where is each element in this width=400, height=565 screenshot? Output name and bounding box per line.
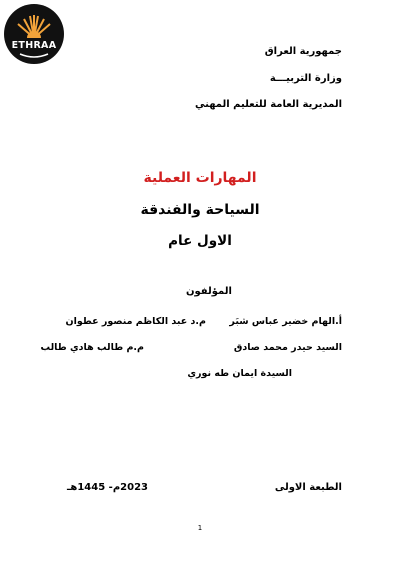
author-name: السيد حيدر محمد صادق [233,342,342,353]
book-title: المهارات العملية [143,170,257,186]
author-name: م.د عبد الكاظم منصور عطوان [65,316,206,327]
book-subtitle: السياحة والفندقة [140,202,260,218]
sunburst-icon [4,4,64,64]
header-country: جمهورية العراق [264,46,342,57]
author-name: السيدة ايمان طه نوري [187,368,292,379]
author-name: أ.الهام خضير عباس شبَر [229,316,342,327]
author-name: م.م طالب هادي طالب [40,342,144,353]
page-number: 1 [197,524,203,532]
header-ministry: وزارة التربيـــة [269,73,342,84]
logo-text: ETHRAA [11,40,57,51]
ethraa-logo [4,4,64,64]
edition-label: الطبعة الاولى [274,482,342,493]
edition-date: 2023م- 1445هـ [66,482,148,493]
study-year: الاول عام [168,233,232,249]
header-directorate: المديرية العامة للتعليم المهني [195,99,342,110]
authors-heading: المؤلفون [186,286,232,297]
